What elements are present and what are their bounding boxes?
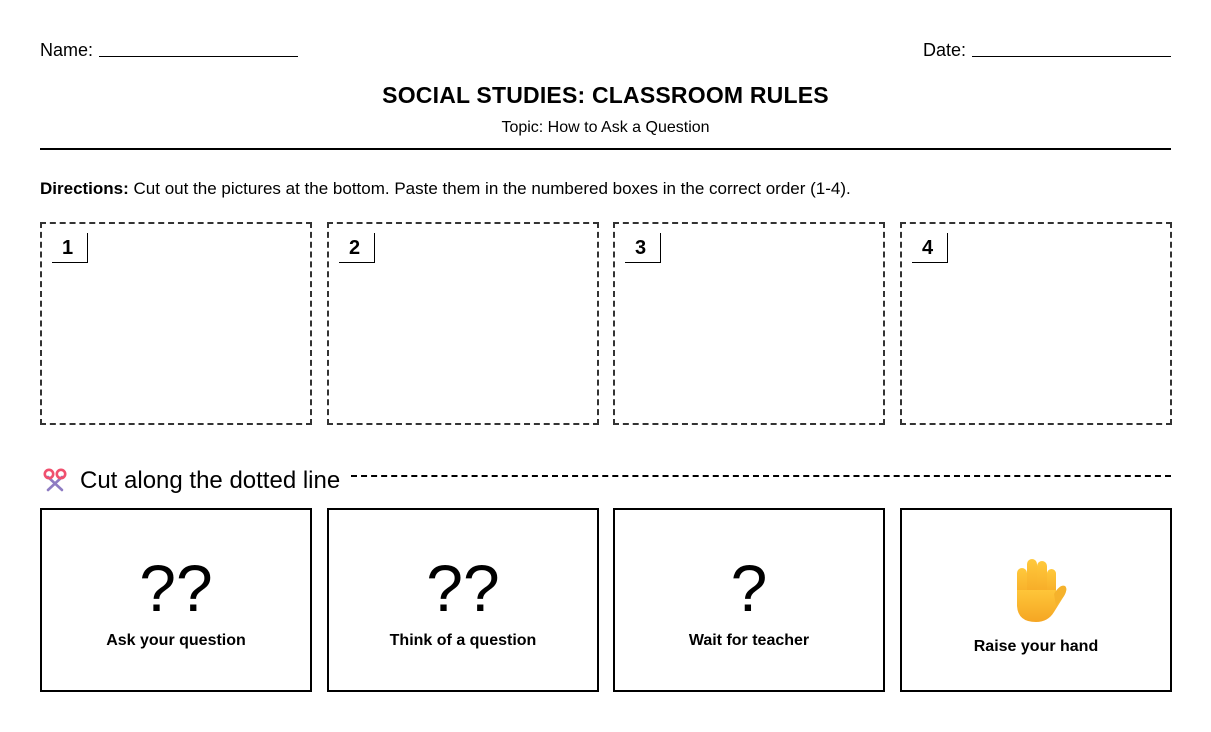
scissors-icon bbox=[42, 468, 68, 492]
double-question-mark-icon: ?? bbox=[139, 551, 213, 625]
paste-box-1[interactable] bbox=[40, 222, 312, 425]
date-label: Date: bbox=[922, 40, 966, 60]
directions-text: Cut out the pictures at the bottom. Paste them in the numbered boxes in the correct order (1-4). bbox=[128, 179, 851, 198]
card-caption: Ask your question bbox=[106, 632, 246, 649]
question-mark-icon: ? bbox=[730, 551, 768, 625]
box-number: 3 bbox=[625, 233, 661, 263]
name-field bbox=[40, 38, 298, 62]
double-question-mark-icon: ?? bbox=[426, 551, 500, 625]
card-caption: Wait for teacher bbox=[688, 632, 810, 649]
date-field bbox=[923, 38, 1171, 62]
name-label: Name: bbox=[40, 40, 94, 60]
directions bbox=[40, 179, 851, 199]
cutout-card-wait-teacher[interactable] bbox=[613, 508, 885, 692]
cutout-card-think-question[interactable] bbox=[327, 508, 599, 692]
header-fields bbox=[40, 38, 1171, 62]
paste-box-4[interactable] bbox=[900, 222, 1172, 425]
cutout-card-ask-question[interactable] bbox=[40, 508, 312, 692]
header-divider bbox=[40, 148, 1171, 150]
page-title: SOCIAL STUDIES: CLASSROOM RULES bbox=[382, 82, 829, 108]
cutout-card-raise-hand[interactable] bbox=[900, 508, 1172, 692]
cut-line-row bbox=[40, 464, 1171, 498]
cut-line-text: Cut along the dotted line bbox=[80, 467, 341, 494]
directions-label: Directions: bbox=[40, 179, 129, 198]
dotted-cut-line bbox=[351, 475, 1171, 477]
card-caption: Think of a question bbox=[389, 632, 537, 649]
box-number: 1 bbox=[52, 233, 88, 263]
paste-box-3[interactable] bbox=[613, 222, 885, 425]
date-blank-line[interactable] bbox=[972, 56, 1171, 57]
card-caption: Raise your hand bbox=[973, 638, 1099, 655]
name-blank-line[interactable] bbox=[99, 56, 298, 57]
raised-hand-icon bbox=[1004, 556, 1068, 624]
paste-box-2[interactable] bbox=[327, 222, 599, 425]
box-number: 4 bbox=[912, 233, 948, 263]
box-number: 2 bbox=[339, 233, 375, 263]
page-subtitle: Topic: How to Ask a Question bbox=[501, 119, 710, 136]
